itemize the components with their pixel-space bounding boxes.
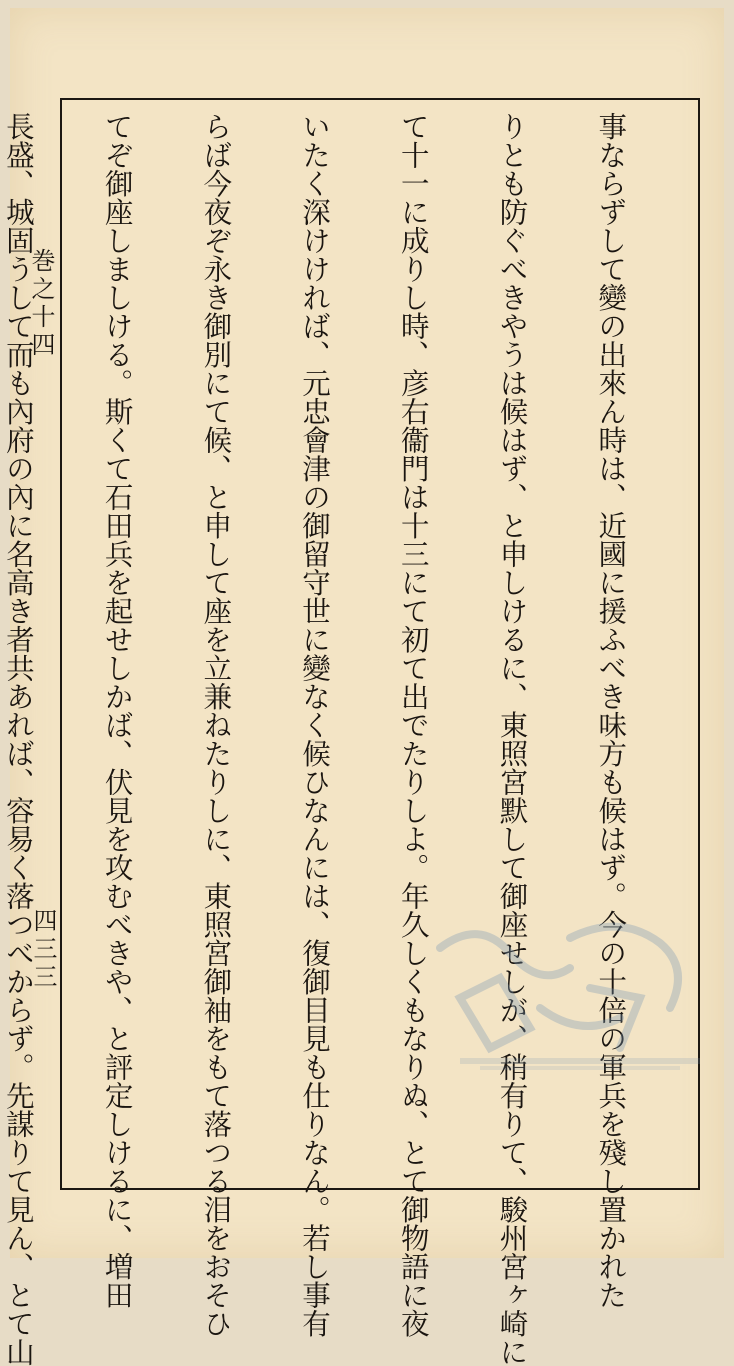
text-column: らば今夜ぞ永き御別にて候、と申して座を立兼ねたりしに、東照宮御袖をもて落つる泪をおそひ [199,112,233,1338]
book-page [1,8,724,1366]
text-column: いたく深けければ、元忠會津の御留守世に變なく候ひなんには、復御目見も仕りなん。若し事有 [298,112,332,1338]
volume-label: 巻之十四 [27,248,55,360]
text-column: て十一に成りし時、彦右衞門は十三にて初て出でたりしよ。年久しくもなりぬ、とて御物語に夜 [396,112,430,1338]
text-column: りとも防ぐべきやうは候はず、と申しけるに、東照宮默して御座せしが、稍有りて、駿州宮ヶ崎に [495,112,529,1366]
page-number: 四三三 [29,908,57,992]
text-column: てぞ御座しましける。斯くて石田兵を起せしかば、伏見を攻むべきや、と評定しけるに、増田 [100,112,134,1309]
text-column: 長盛、城固うして而も內府の內に名高き者共あれば、容易く落つべからず。先謀りて見ん、とて山 [1,112,35,1366]
text-column: 事ならずして變の出來ん時は、近國に援ふべき味方も候はず。今の十倍の軍兵を殘し置かれた [594,112,628,1309]
seal-watermark-icon [420,908,720,1078]
